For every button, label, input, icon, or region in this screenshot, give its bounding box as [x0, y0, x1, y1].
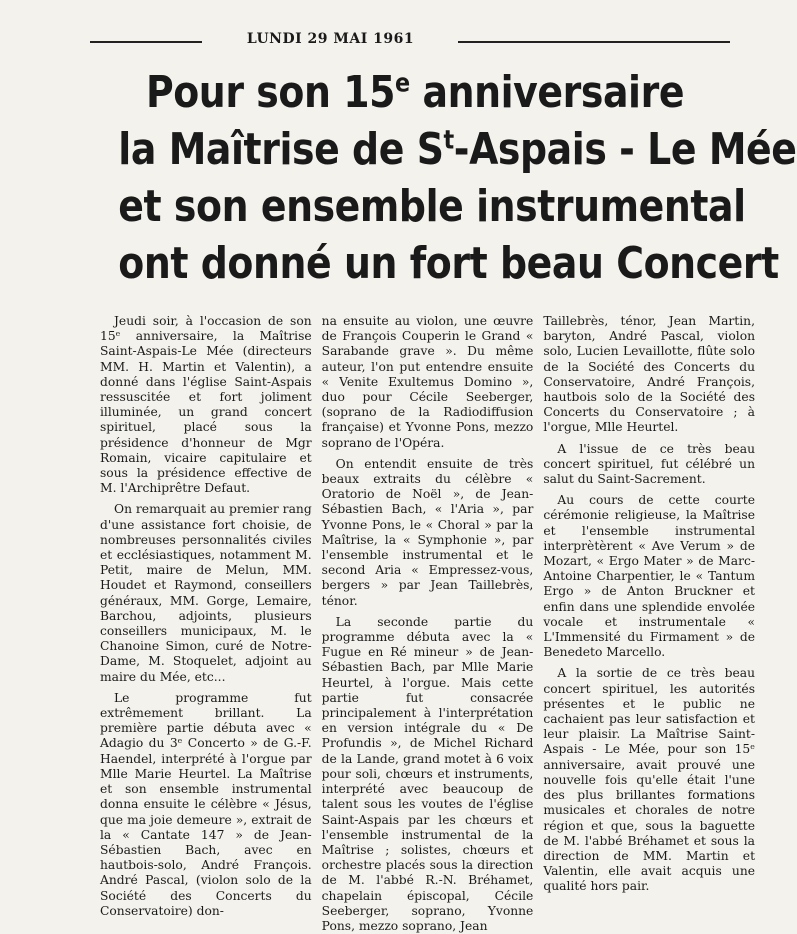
article-column-2 [321, 314, 534, 933]
headline-line-1-part-a: Pour son 15 [145, 67, 396, 118]
headline-line-2-part-a: la Maîtrise de S [118, 124, 444, 175]
headline-line-4: ont donné un fort beau Concert [118, 238, 779, 289]
paragraph: A la sortie de ce très beau concert spirituel, les autorités présentes et le public ne cachaient pas leur satisfaction et leur plaisir. La Maîtrise Saint-Aspais - Le Mée, pour son 15ᵉ anniversaire, avait prouvé une nouvelle fois qu'elle était l'une des plus brillantes formations musicales et chorales de notre région et que, sous la baguette de M. l'abbé Bréhamet et sous la direction de MM. Martin et Valentin, elle avait acquis une qualité hors pair. [543, 666, 756, 894]
dateline-date: LUNDI 29 MAI 1961 [246, 31, 415, 47]
paragraph: On remarquait au premier rang d'une assistance fort choisie, de nombreuses personnalités civiles et ecclésiastiques, notamment M. Petit, maire de Melun, MM. Houdet et Raymond, conseillers généraux, MM. Gorge, Lemaire, Barchou, adjoints, plusieurs conseillers municipaux, M. le Chanoine Simon, curé de Notre-Dame, M. Stoquelet, adjoint au maire du Mée, etc... [100, 502, 312, 684]
dateline-rule-right [458, 41, 730, 43]
headline-line-2-superscript: t [443, 125, 454, 156]
article-body [100, 314, 756, 933]
paragraph: Au cours de cette courte cérémonie religieuse, la Maîtrise et l'ensemble instrumental interprètèrent « Ave Verum » de Mozart, « Ergo Mater » de Marc-Antoine Charpentier, le « Tantum Ergo » de Anton Bruckner et enfin dans une splendide envolée vocale et instrumentale « L'Immensité du Firmament » de Benedeto Marcello. [543, 493, 756, 660]
paragraph: A l'issue de ce très beau concert spirituel, fut célébré un salut du Saint-Sacrement. [543, 441, 756, 487]
headline-line-2-part-b: -Aspais - Le Mée [453, 124, 797, 175]
paragraph: Jeudi soir, à l'occasion de son 15ᵉ anniversaire, la Maîtrise Saint-Aspais-Le Mée (directeurs MM. H. Martin et Valentin), a donné dans l'église Saint-Aspais ressuscitée et fort joliment illuminée, un grand concert spirituel, placé sous la présidence d'honneur de Mgr Romain, vicaire capitulaire et sous la présidence effective de M. l'Archiprêtre Defaut. [100, 314, 312, 496]
article-column-3 [543, 314, 756, 894]
headline-line-1-superscript: e [395, 68, 410, 99]
headline-line-3: et son ensemble instrumental [118, 181, 746, 232]
paragraph: On entendit ensuite de très beaux extraits du célèbre « Oratorio de Noël », de Jean-Sébastien Bach, « l'Aria », par Yvonne Pons, le « Choral » par la Maîtrise, la « Symphonie », par l'ensemble instrumental et le second Aria « Empressez-vous, bergers » par Jean Taillebrès, ténor. [321, 456, 534, 608]
headline-line-2 [118, 121, 797, 178]
dateline-rule-left [90, 41, 202, 43]
paragraph: La seconde partie du programme débuta avec la « Fugue en Ré mineur » de Jean-Sébastien Bach, par Mlle Marie Heurtel, à l'orgue. Mais cette partie fut consacrée principalement à l'interprétation en version intégrale du « De Profundis », de Michel Richard de la Lande, grand motet à 6 voix pour soli, chœurs et instruments, interprété avec beaucoup de talent sous les voutes de l'église Saint-Aspais par les chœurs et l'ensemble instrumental de la Maîtrise ; solistes, chœurs et orchestre placés sous la direction de M. l'abbé R.-N. Bréhamet, chapelain épiscopal, Cécile Seeberger, soprano, Yvonne Pons, mezzo soprano, Jean [321, 614, 534, 933]
paragraph: na ensuite au violon, une œuvre de François Couperin le Grand « Sarabande grave ». Du même auteur, l'on put entendre ensuite « Venite Exultemus Domino », duo pour Cécile Seeberger, (soprano de la Radiodiffusion française) et Yvonne Pons, mezzo soprano de l'Opéra. [321, 314, 534, 450]
paragraph: Taillebrès, ténor, Jean Martin, baryton, André Pascal, violon solo, Lucien Levaillotte, flûte solo de la Société des Concerts du Conservatoire, André François, hautbois solo de la Société des Concerts du Conservatoire ; à l'orgue, Mlle Heurtel. [543, 314, 756, 435]
article-column-1 [100, 314, 312, 918]
headline [118, 64, 797, 292]
paragraph: Le programme fut extrêmement brillant. La première partie débuta avec « Adagio du 3ᵉ Concerto » de G.-F. Haendel, interprété à l'orgue par Mlle Marie Heurtel. La Maîtrise et son ensemble instrumental donna ensuite le célèbre « Jésus, que ma joie demeure », extrait de la « Cantate 147 » de Jean-Sébastien Bach, avec en hautbois-solo, André François. André Pascal, (violon solo de la Société des Concerts du Conservatoire) don- [100, 690, 312, 918]
headline-line-1 [118, 64, 711, 121]
headline-line-1-part-b: anniversaire [409, 67, 685, 118]
dateline [90, 28, 730, 54]
